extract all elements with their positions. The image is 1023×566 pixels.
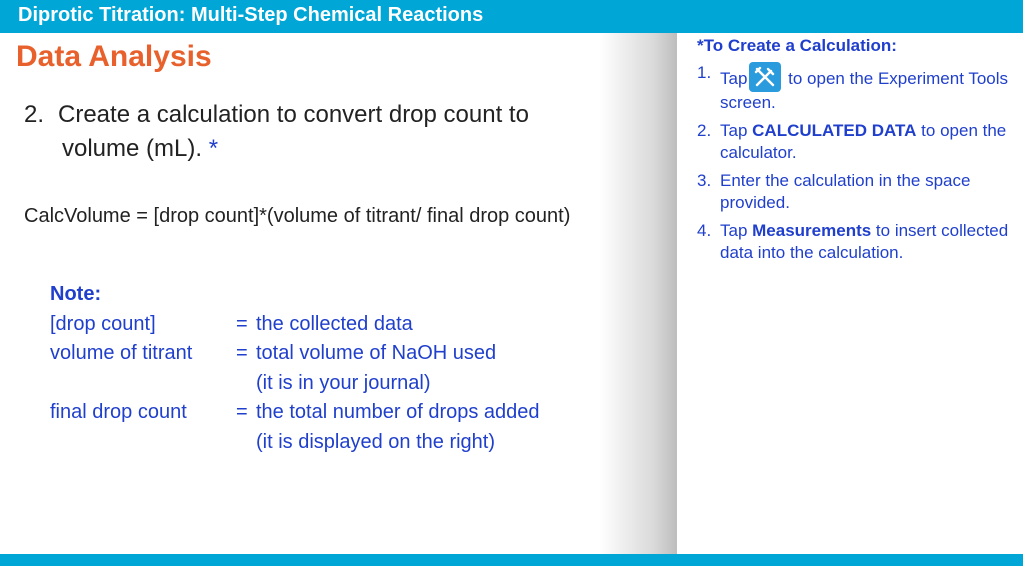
note-def: the total number of drops added bbox=[256, 401, 540, 423]
note-term: [drop count] bbox=[50, 312, 156, 335]
instruction-number: 4. bbox=[697, 221, 712, 240]
note-row bbox=[50, 428, 540, 458]
instruction-text: Enter the calculation in the space provided. bbox=[720, 171, 971, 212]
page-title: Diprotic Titration: Multi-Step Chemical Reactions bbox=[18, 4, 484, 26]
instruction-text: Tap bbox=[720, 221, 753, 240]
step-number: 2. bbox=[24, 101, 45, 128]
instruction-item bbox=[697, 220, 1013, 264]
instruction-item bbox=[697, 120, 1013, 164]
instruction-item bbox=[697, 62, 1013, 114]
note-def: (it is in your journal) bbox=[256, 371, 431, 394]
note-eq bbox=[236, 428, 256, 458]
tools-icon[interactable] bbox=[749, 62, 781, 92]
instruction-number: 2. bbox=[697, 121, 712, 140]
note-row bbox=[50, 339, 540, 369]
instruction-bold: CALCULATED DATA bbox=[752, 121, 917, 140]
step-instruction bbox=[24, 98, 584, 166]
note-eq: = bbox=[236, 342, 248, 364]
note-row bbox=[50, 369, 540, 399]
instruction-number: 3. bbox=[697, 171, 712, 190]
instruction-text: Tap bbox=[720, 69, 748, 88]
instruction-text: Tap bbox=[720, 121, 753, 140]
instruction-text: to insert collected data into the calculation. bbox=[720, 221, 1009, 262]
note-def: the collected data bbox=[256, 312, 413, 335]
instruction-bold: Measurements bbox=[752, 221, 872, 240]
note-block bbox=[50, 280, 540, 457]
step-text-line1: Create a calculation to convert drop count to bbox=[58, 101, 529, 128]
note-eq bbox=[236, 369, 256, 399]
header-bar bbox=[0, 0, 1023, 33]
instruction-text: to open the calculator. bbox=[720, 121, 1007, 162]
instruction-item bbox=[697, 170, 1013, 214]
note-term: final drop count bbox=[50, 401, 187, 423]
note-eq: = bbox=[236, 401, 248, 423]
instructions-list bbox=[697, 62, 1013, 270]
note-eq: = bbox=[236, 312, 248, 335]
step-star: * bbox=[208, 135, 219, 162]
calc-formula: CalcVolume = [drop count]*(volume of titrant/ final drop count) bbox=[24, 205, 571, 227]
panel-divider bbox=[600, 33, 677, 554]
step-text-line2: volume (mL). bbox=[62, 135, 203, 162]
section-title: Data Analysis bbox=[16, 40, 212, 73]
note-term: volume of titrant bbox=[50, 342, 193, 364]
note-row bbox=[50, 398, 540, 428]
note-def: (it is displayed on the right) bbox=[256, 430, 496, 453]
note-def: total volume of NaOH used bbox=[256, 342, 497, 364]
footer-bar bbox=[0, 554, 1023, 566]
instruction-number: 1. bbox=[697, 63, 712, 82]
instruction-text: to open the Experiment Tools screen. bbox=[720, 69, 1009, 112]
note-row bbox=[50, 310, 540, 340]
note-title: Note: bbox=[50, 283, 102, 305]
instructions-heading: *To Create a Calculation: bbox=[697, 36, 897, 55]
